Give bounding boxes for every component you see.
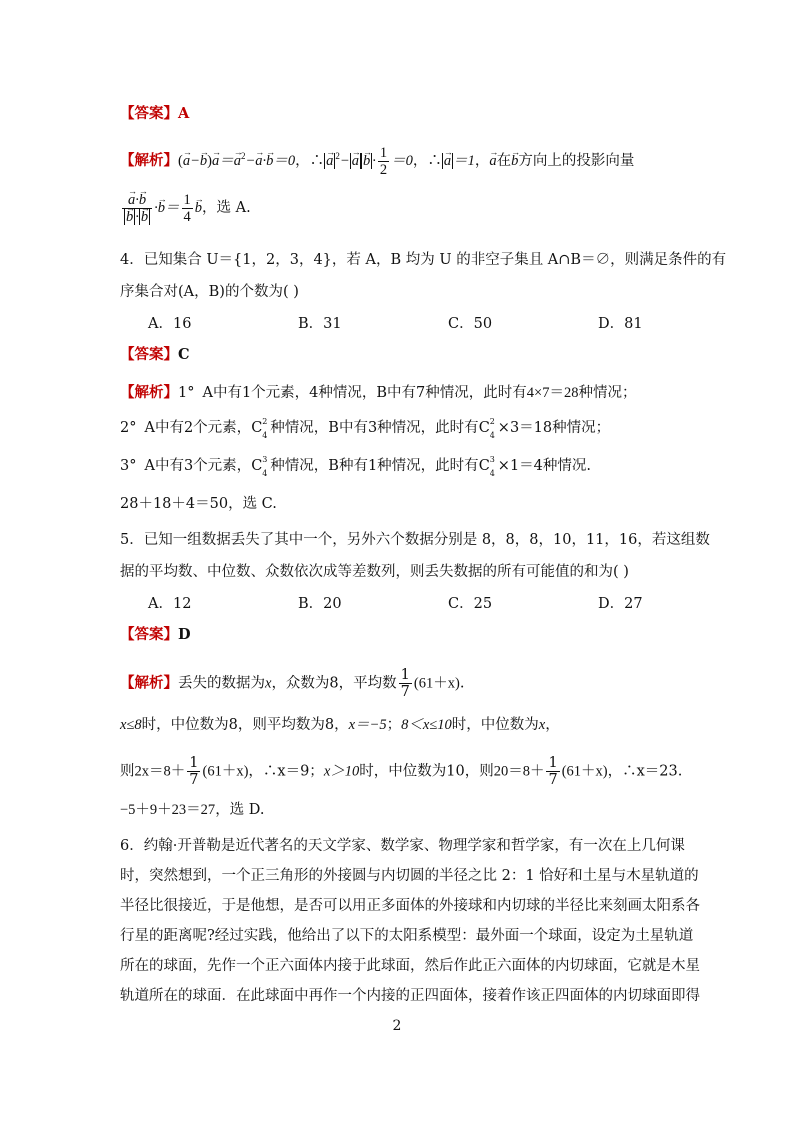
q6-line-2: 时，突然想到，一个正三角形的外接圆与内切圆的半径之比 2：1 恰好和土星与木星轨道的 xyxy=(120,868,699,884)
option-c: C．25 xyxy=(448,596,493,612)
answer-tag: 【答案】 xyxy=(120,346,178,363)
option-b: B．20 xyxy=(298,596,342,612)
q3-analysis-line-2 xyxy=(120,192,251,225)
q4-line-1: 4．已知集合 U＝{1，2，3，4}，若 A，B 均为 U 的非空子集且 A∩B＝∅，则满足条件的有 xyxy=(120,252,727,268)
q4-line-2: 序集合对(A，B)的个数为( ) xyxy=(120,284,299,300)
q4-answer xyxy=(120,345,190,365)
q3-conclusion: ，选 A. xyxy=(202,199,251,216)
q4-case-1: 【解析】1° A中有1个元素，4种情况，B中有7种情况，此时有4×7＝28种情况； xyxy=(120,384,637,401)
formula-projection: → a·→ b → b ·→ b ·→ b＝ $\frac{1}{4}$ → b xyxy=(120,200,202,216)
q5-analysis-3: 则2x＝8＋ $\frac{1}{7}$ (61＋x)，∴x＝9；x＞10时，中位数为10，则20＝8＋ $\frac{1}{7}$ (61＋x)，∴x＝23. xyxy=(120,755,683,788)
answer-tag: 【答案】 xyxy=(120,626,178,643)
formula-1: (→ $a-\to b)\to a=\to a^2-\to a\cdot\to b=0$ xyxy=(178,153,295,169)
answer-tag: 【答案】 xyxy=(120,105,178,122)
q6-line-4: 行星的距离呢?经过实践，他给出了以下的太阳系模型：最外面一个球面，设定为土星轨道 xyxy=(120,928,694,944)
text-projection: 方向上的投影向量 xyxy=(518,152,635,169)
analysis-tag: 【解析】 xyxy=(120,674,178,692)
page-number: 2 xyxy=(392,1018,402,1034)
answer-value: A xyxy=(178,105,190,122)
option-c: C．50 xyxy=(448,316,493,332)
answer-value: D xyxy=(178,626,191,643)
option-b: B．31 xyxy=(298,316,342,332)
formula-3: → a ＝1 xyxy=(442,153,475,169)
q5-analysis-2: x≤8时，中位数为8，则平均数为8，x＝−5；8＜x≤10时，中位数为x， xyxy=(120,717,560,733)
q3-answer xyxy=(120,104,189,124)
q5-analysis-1: 【解析】丢失的数据为x，众数为8，平均数 $\frac{1}{7}$ (61＋x). xyxy=(120,667,465,700)
analysis-tag: 【解析】 xyxy=(120,384,178,401)
q4-case-2: 2° A中有2个元素，C 2 4 种情况，B中有3种情况，此时有C 2 4 ×3＝18种情况； xyxy=(120,417,611,440)
q3-analysis-line-1: 【解析】(→ $a-\to b)\to a=\to a^2-\to a\cdot\to b=0$，∴→ a $^2$−→ a→ b · $\frac{1}{2}$ ＝0，∴→ a ＝1，→ a在→ b方向上的投影向量 xyxy=(120,145,634,178)
q6-line-1: 6．约翰·开普勒是近代著名的天文学家、数学家、物理学家和哲学家，有一次在上几何课 xyxy=(120,838,685,854)
q6-line-5: 所在的球面，先作一个正六面体内接于此球面，然后作此正六面体的内切球面，它就是木星 xyxy=(120,958,700,974)
option-d: D．27 xyxy=(598,596,643,612)
q4-case-3: 3° A中有3个元素，C 3 4 种情况，B种有1种情况，此时有C 3 4 ×1＝4种情况. xyxy=(120,455,592,478)
answer-value: C xyxy=(178,346,190,363)
q5-line-1: 5．已知一组数据丢失了其中一个，另外六个数据分别是 8，8，8，10，11，16，若这组数 xyxy=(120,532,710,548)
q5-analysis-4: −5＋9＋23＝27，选 D. xyxy=(120,802,265,818)
text-on: 在 xyxy=(496,152,512,169)
formula-2: → a $^2$−→ a→ b · $\frac{1}{2}$ ＝0 xyxy=(324,153,413,169)
option-a: A．12 xyxy=(148,596,192,612)
q6-line-3: 半径比很接近，于是他想，是否可以用正多面体的外接球和内切球的半径比来刻画太阳系各 xyxy=(120,898,700,914)
q5-answer xyxy=(120,625,191,645)
q5-line-2: 据的平均数、中位数、众数依次成等差数列，则丢失数据的所有可能值的和为( ) xyxy=(120,564,629,580)
option-a: A．16 xyxy=(148,316,192,332)
analysis-tag: 【解析】 xyxy=(120,151,178,169)
q4-sum: 28＋18＋4＝50，选 C. xyxy=(120,496,277,512)
option-d: D．81 xyxy=(598,316,643,332)
q6-line-6: 轨道所在的球面．在此球面中再作一个内接的正四面体，接着作该正四面体的内切球面即得 xyxy=(120,988,700,1004)
